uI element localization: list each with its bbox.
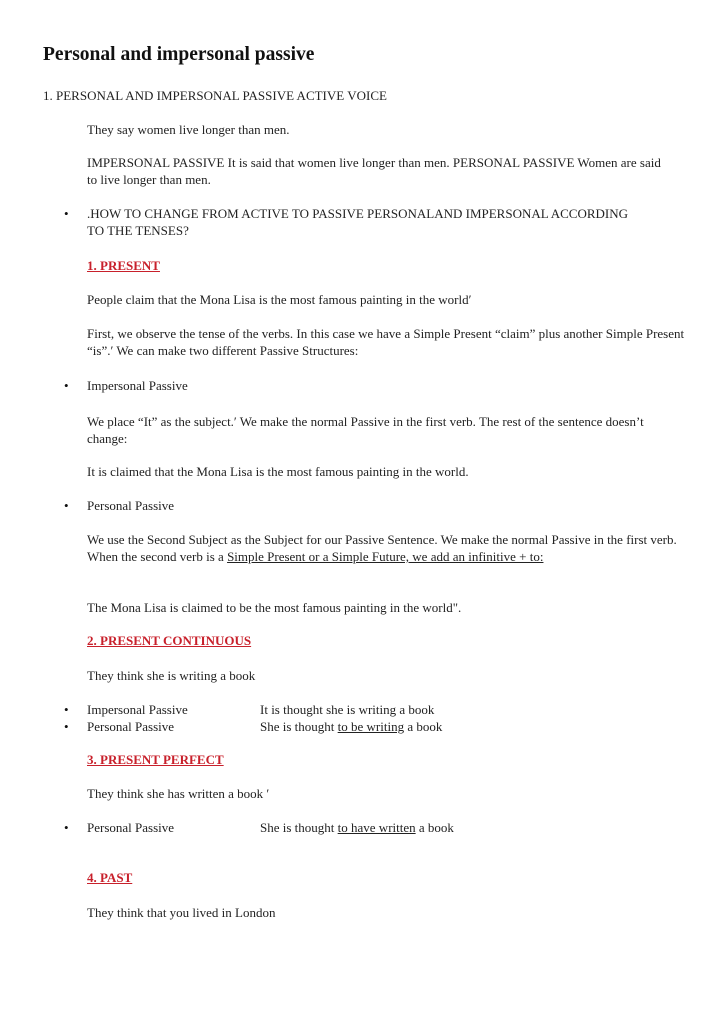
page-title: Personal and impersonal passive bbox=[43, 44, 315, 65]
pc-personal-label: Personal Passive bbox=[87, 719, 175, 734]
pc-personal-underlined: to be writing bbox=[337, 719, 405, 734]
pc-impersonal-example: It is thought she is writing a book bbox=[260, 702, 435, 717]
impersonal-passive-rule: We place “It” as the subject.′ We make the normal Passive in the first verb. The rest of the sentence doesn’t change: bbox=[87, 414, 644, 446]
bullet-icon: • bbox=[64, 820, 69, 835]
past-heading: 4. PAST bbox=[87, 870, 133, 885]
personal-passive-label: Personal Passive bbox=[87, 498, 175, 513]
present-continuous-example: They think she is writing a book bbox=[87, 668, 256, 683]
present-explanation: First, we observe the tense of the verbs. In this case we have a Simple Present “claim” plus another Simple Present “is”.′ We can make two different Passive Structures: bbox=[87, 326, 685, 358]
section-heading: 1. PERSONAL AND IMPERSONAL PASSIVE ACTIVE VOICE bbox=[43, 88, 387, 103]
present-perfect-heading: 3. PRESENT PERFECT bbox=[87, 752, 224, 767]
present-perfect-example: They think she has written a book ′ bbox=[87, 786, 270, 801]
personal-passive-example: The Mona Lisa is claimed to be the most famous painting in the world". bbox=[87, 600, 462, 615]
personal-passive-rule-underlined: Simple Present or a Simple Future, we add an infinitive + to: bbox=[227, 549, 544, 564]
pc-personal-text-b: a book bbox=[404, 719, 443, 734]
active-example: They say women live longer than men. bbox=[87, 122, 290, 137]
impersonal-passive-label: Impersonal Passive bbox=[87, 378, 188, 393]
present-heading: 1. PRESENT bbox=[87, 258, 160, 273]
bullet-icon: • bbox=[64, 702, 69, 717]
pp-personal-example bbox=[260, 819, 454, 836]
bullet-icon: • bbox=[64, 206, 69, 221]
pc-personal-text-a: She is thought bbox=[260, 719, 338, 734]
personal-passive-rule bbox=[87, 531, 687, 565]
pc-personal-example bbox=[260, 718, 442, 735]
bullet-icon: • bbox=[64, 719, 69, 734]
pp-personal-underlined: to have written bbox=[337, 820, 416, 835]
impersonal-passive-example: It is claimed that the Mona Lisa is the most famous painting in the world. bbox=[87, 464, 469, 479]
pp-personal-text-a: She is thought bbox=[260, 820, 338, 835]
past-example: They think that you lived in London bbox=[87, 905, 276, 920]
passive-example: IMPERSONAL PASSIVE It is said that women live longer than men. PERSONAL PASSIVE Women are said to live longer than men. bbox=[87, 155, 661, 187]
present-continuous-heading: 2. PRESENT CONTINUOUS bbox=[87, 633, 252, 648]
bullet-icon: • bbox=[64, 378, 69, 393]
bullet-icon: • bbox=[64, 498, 69, 513]
personal-passive-rule-text: We use the Second Subject as the Subject for our Passive Sentence. We make the normal Passive in the first verb. When the second verb is a bbox=[87, 532, 677, 564]
pp-personal-label: Personal Passive bbox=[87, 820, 175, 835]
pc-impersonal-label: Impersonal Passive bbox=[87, 702, 188, 717]
present-example: People claim that the Mona Lisa is the most famous painting in the world′ bbox=[87, 292, 472, 307]
how-to-question: .HOW TO CHANGE FROM ACTIVE TO PASSIVE PERSONALAND IMPERSONAL ACCORDING TO THE TENSES? bbox=[87, 206, 629, 238]
pp-personal-text-b: a book bbox=[415, 820, 454, 835]
